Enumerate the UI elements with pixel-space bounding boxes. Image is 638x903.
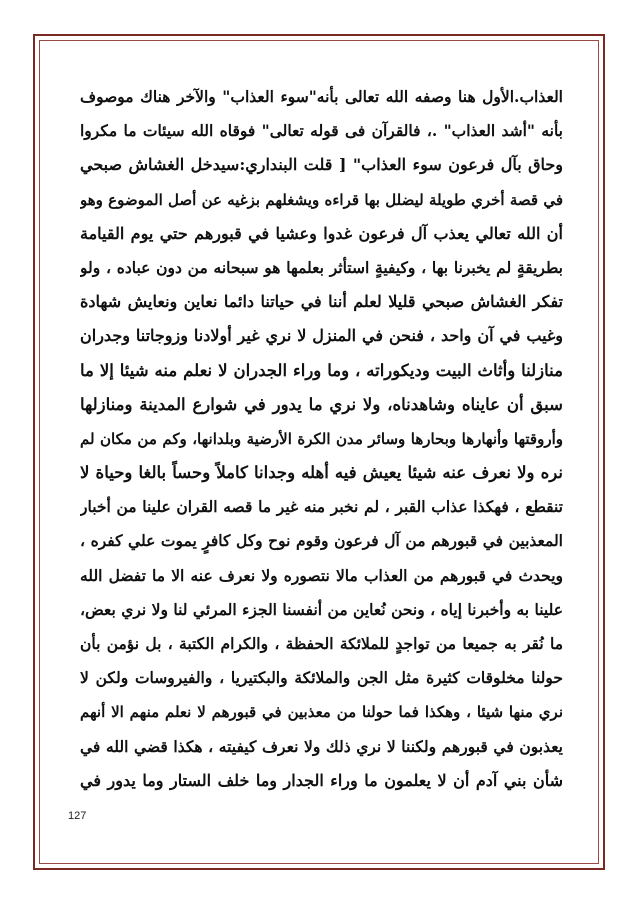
text-line-4: في قصة أخري طويلة ليضلل بها قراءه ويشغلهم بزغيه عن أصل الموضوع وهو xyxy=(80,190,563,209)
text-line-12: نره ولا نعرف عنه شيئا يعيش فيه أهله وجدانا كاملاً وحساً بالغا وحياة لا xyxy=(80,463,563,483)
text-line-18: حولنا مخلوقات كثيرة مثل الجن والملائكة والبكتيريا ، والفيروسات ولكن لا xyxy=(80,668,563,688)
text-line-19: نري منها شيئا ، وهكذا فما حولنا من معذبين في قبورهم لا نعلم منهم الا أنهم xyxy=(80,703,563,722)
text-line-8: وغيب في آن واحد ، فنحن في المنزل لا نري غير أولادنا وزوجاتنا وجدران xyxy=(80,326,563,346)
text-line-20: يعذبون في قبورهم ولكننا لا نري ذلك ولا نعرف كيفيته ، هكذا قضي الله في xyxy=(80,736,563,756)
text-line-16: علينا به وأخبرنا إياه ، ونحن نُعاين من أنفسنا الجزء المرئي لنا ولا نري بعض، xyxy=(80,599,563,619)
text-line-7: تفكر الغشاش صبحي قليلا لعلم أننا في حياتنا دائما نعاين ونعايش شهادة xyxy=(80,292,563,312)
text-line-21: شأن بني آدم أن لا يعلمون ما وراء الجدار وما خلف الستار وما يدور في xyxy=(80,770,563,790)
page-number: 127 xyxy=(68,810,87,822)
text-line-17: ما نُقر به جميعا من تواجدٍ للملائكة الحفظة ، والكرام الكتبة ، بل نؤمن بأن xyxy=(80,634,563,653)
document-body xyxy=(80,80,563,798)
text-line-13: تنقطع ، فهكذا عذاب القبر ، لم نخبر منه غير ما قصه القران علينا من أخبار xyxy=(80,497,563,517)
text-line-1: العذاب.الأول هنا وصفه الله تعالى بأنه"سوء العذاب" والآخر هناك موصوف xyxy=(80,87,563,106)
text-line-6: بطريقةٍ لم يخبرنا بها ، وكيفيةٍ استأثر بعلمها هو سبحانه من دون عباده ، ولو xyxy=(80,257,563,277)
text-line-10: سبق أن عايناه وشاهدناه، ولا نري ما يدور في شوارع المدينة ومنازلها xyxy=(80,394,563,414)
text-line-3: وحاق بآل فرعون سوء العذاب" [ قلت البنداري:سيدخل الغشاش صبحي xyxy=(80,155,563,175)
text-line-5: أن الله تعالي يعذب آل فرعون غدوا وعشيا في قبورهم حتي يوم القيامة xyxy=(80,223,563,243)
text-line-9: منازلنا وأثاث البيت وديكوراته ، وما وراء الجدران لا نعلم منه شيئا إلا ما xyxy=(80,360,563,380)
text-line-14: المعذبين في قبورهم من آل فرعون وقوم نوح وكل كافرٍ يموت علي كفره ، xyxy=(80,531,563,551)
text-line-2: بأنه "أشد العذاب" .، فالقرآن فى قوله تعالى" فوقاه الله سيئات ما مكروا xyxy=(80,121,563,141)
text-line-11: وأروقتها وأنهارها وبحارها وسائر مدن الكرة الأرضية وبلدانها، وكم من مكان لم xyxy=(80,429,563,448)
text-line-15: ويحدث في قبورهم من العذاب مالا نتصوره ولا نعرف عنه الا ما تفضل الله xyxy=(80,565,563,585)
